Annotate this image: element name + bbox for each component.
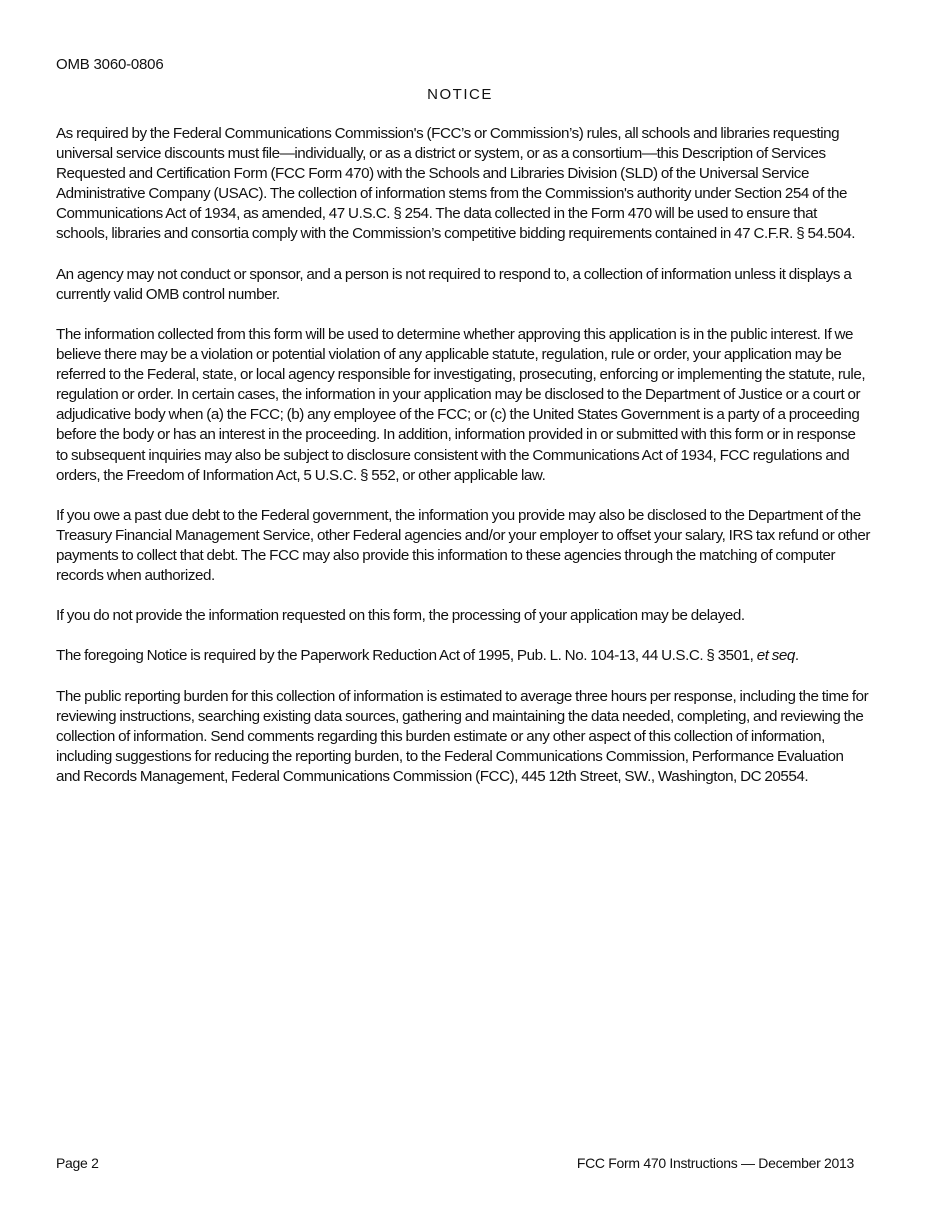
paragraph-reporting-burden: The public reporting burden for this collection of information is estimated to average three hours per response, including the time for reviewing instructions, searching existing data sources, gathering and maintaining the data needed, completing, and reviewing the collection of information. Send comments regarding this burden estimate or any other aspect of this collection of information, including suggestions for reducing the reporting burden, to the Federal Communications Commission, Performance Evaluation and Records Management, Federal Communications Commission (FCC), 445 12th Street, SW., Washington, DC 20554. xyxy=(56,687,869,785)
paperwork-act-text: The foregoing Notice is required by the Paperwork Reduction Act of 1995, Pub. L. No. 104-13, 44 U.S.C. § 3501, xyxy=(56,647,757,665)
omb-control-number: OMB 3060-0806 xyxy=(56,56,164,73)
paragraph-paperwork-act xyxy=(56,646,870,666)
paragraph-processing-delay: If you do not provide the information requested on this form, the processing of your application may be delayed. xyxy=(56,607,745,625)
page-number: Page 2 xyxy=(56,1155,99,1171)
paragraph-debt-collection: If you owe a past due debt to the Federal government, the information you provide may also be disclosed to the Department of the Treasury Financial Management Service, other Federal agencies and/or your employer to offset your salary, IRS tax refund or other payments to collect that debt. The FCC may also provide this information to these agencies through the matching of computer records when authorized. xyxy=(56,506,870,585)
paperwork-act-end: . xyxy=(794,647,799,665)
paragraph-fcc-requirement: As required by the Federal Communications Commission's (FCC’s or Commission’s) rules, all schools and libraries requesting universal service discounts must file—individually, or as a district or system, or as a consortium—this Description of Services Requested and Certification Form (FCC Form 470) with the Schools and Libraries Division (SLD) of the Universal Service Administrative Company (USAC). The collection of information stems from the Commission's authority under Section 254 of the Communications Act of 1934, as amended, 47 U.S.C. § 254. The data collected in the Form 470 will be used to ensure that schools, libraries and consortia comply with the Commission’s competitive bidding requirements contained in 47 C.F.R. § 54.504. xyxy=(56,125,855,243)
notice-body xyxy=(56,124,870,807)
paragraph-disclosure: The information collected from this form will be used to determine whether approving this application is in the public interest. If we believe there may be a violation or potential violation of any applicable statute, regulation, rule or order, your application may be referred to the Federal, state, or local agency responsible for investigating, prosecuting, enforcing or implementing the statute, rule, regulation or order. In certain cases, the information in your application may be disclosed to the Department of Justice or a court or adjudicative body when (a) the FCC; (b) any employee of the FCC; or (c) the United States Government is a party of a proceeding before the body or has an interest in the proceeding. In addition, information provided in or submitted with this form or in response to subsequent inquiries may also be subject to disclosure consistent with the Communications Act of 1934, FCC regulations and orders, the Freedom of Information Act, 5 U.S.C. § 552, or other applicable law. xyxy=(56,325,866,484)
paragraph-omb-control: An agency may not conduct or sponsor, and a person is not required to respond to, a collection of information unless it displays a currently valid OMB control number. xyxy=(56,265,852,303)
document-footer-title: FCC Form 470 Instructions — December 2013 xyxy=(576,1155,854,1171)
notice-title: NOTICE xyxy=(427,86,493,103)
paperwork-act-italic: et seq xyxy=(756,647,795,665)
